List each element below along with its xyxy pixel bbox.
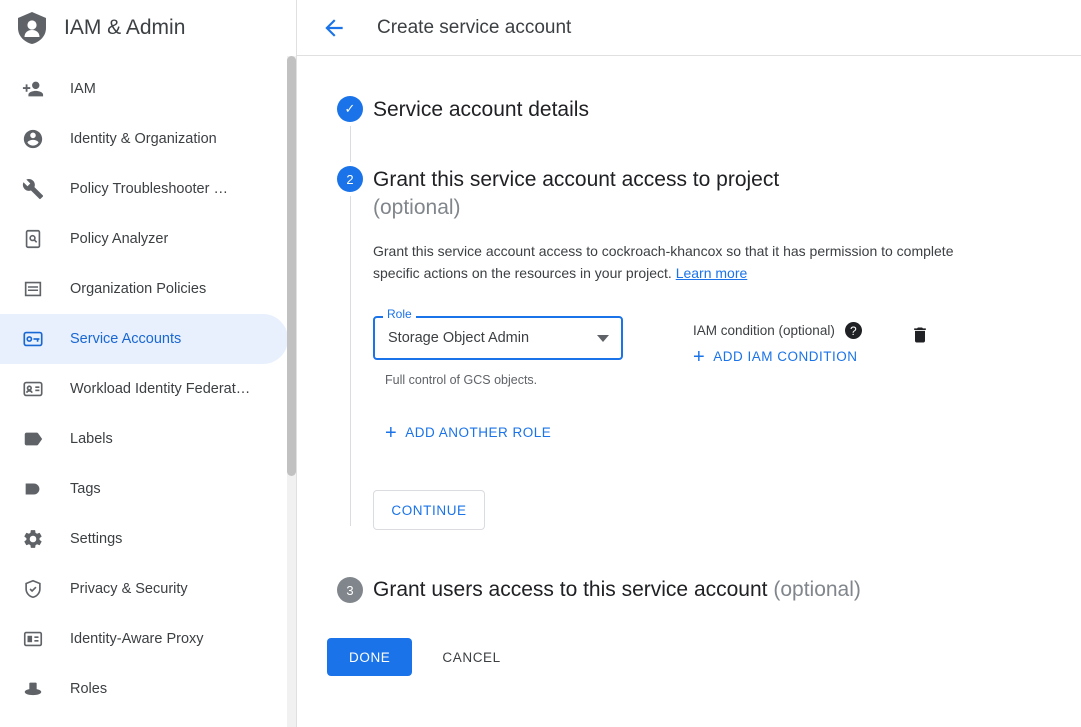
add-another-role-button[interactable] <box>373 421 1041 444</box>
sidebar-item-iam[interactable] <box>0 64 296 114</box>
card-id-icon <box>22 378 44 400</box>
step2-body <box>373 166 1081 530</box>
sidebar-item-policy-troubleshooter[interactable] <box>0 164 296 214</box>
iam-condition-title: IAM condition (optional) <box>693 323 835 338</box>
done-button[interactable]: DONE <box>327 638 412 676</box>
list-icon <box>22 278 44 300</box>
sidebar-item-workload-identity-federation[interactable] <box>0 364 296 414</box>
sidebar-item-label: Service Accounts <box>70 331 182 347</box>
sidebar-item-privacy-security[interactable] <box>0 564 296 614</box>
step3-heading[interactable] <box>373 576 1041 604</box>
wizard-footer <box>297 638 1081 676</box>
sidebar-nav <box>0 56 296 714</box>
person-add-icon <box>22 78 44 100</box>
role-selected-value: Storage Object Admin <box>388 330 530 346</box>
hat-icon <box>22 678 44 700</box>
sidebar-item-label: Privacy & Security <box>70 581 188 597</box>
step1-marker: ✓ <box>337 96 363 122</box>
trash-icon[interactable] <box>910 324 930 351</box>
learn-more-link[interactable]: Learn more <box>675 265 748 281</box>
sidebar-item-identity-organization[interactable] <box>0 114 296 164</box>
main-header <box>297 0 1081 56</box>
step2-description <box>373 240 973 284</box>
sidebar-item-label: Organization Policies <box>70 281 207 297</box>
plus-icon: + <box>385 421 398 444</box>
sidebar-item-identity-aware-proxy[interactable] <box>0 614 296 664</box>
step-grant-access-to-project <box>297 166 1081 530</box>
role-row <box>373 307 1041 387</box>
sidebar-item-label: Identity & Organization <box>70 131 217 147</box>
proxy-icon <box>22 628 44 650</box>
role-helper-text: Full control of GCS objects. <box>385 373 538 387</box>
step2-heading-text: Grant this service account access to project <box>373 168 780 191</box>
sidebar-item-settings[interactable] <box>0 514 296 564</box>
help-icon[interactable]: ? <box>845 322 862 339</box>
sidebar <box>0 0 297 727</box>
sidebar-item-label: IAM <box>70 81 96 97</box>
step-rail <box>297 96 373 166</box>
role-field-label: Role <box>383 307 416 321</box>
step2-heading-optional: (optional) <box>373 196 461 219</box>
step2-description-text: Grant this service account access to cockroach-khancox so that it has permission to complete specific actions on the resources in your project. <box>373 243 954 281</box>
iam-condition-title-row <box>693 322 862 339</box>
step-rail <box>297 577 373 603</box>
role-select-wrap <box>373 307 623 360</box>
product-title: IAM & Admin <box>64 16 186 39</box>
tag-icon <box>22 478 44 500</box>
sidebar-scrollbar[interactable] <box>287 56 296 727</box>
iam-condition-column <box>693 316 862 368</box>
sidebar-item-tags[interactable] <box>0 464 296 514</box>
rail-line <box>350 126 351 162</box>
step3-heading-optional: (optional) <box>773 578 861 601</box>
document-search-icon <box>22 228 44 250</box>
sidebar-item-label: Identity-Aware Proxy <box>70 631 204 647</box>
step3-body <box>373 576 1081 604</box>
step-grant-users-access <box>297 576 1081 604</box>
sidebar-item-label: Settings <box>70 531 123 547</box>
page-title: Create service account <box>377 16 572 38</box>
wizard-content <box>297 56 1081 676</box>
sidebar-item-roles[interactable] <box>0 664 296 714</box>
rail-line <box>350 196 351 526</box>
sidebar-item-label: Policy Analyzer <box>70 231 169 247</box>
step1-heading[interactable]: Service account details <box>373 98 589 121</box>
add-iam-condition-button[interactable] <box>693 345 862 368</box>
step1-body <box>373 96 1081 166</box>
add-another-role-label: ADD ANOTHER ROLE <box>405 425 552 440</box>
sidebar-item-organization-policies[interactable] <box>0 264 296 314</box>
main-panel <box>297 0 1081 727</box>
sidebar-item-label: Roles <box>70 681 108 697</box>
step2-marker: 2 <box>337 166 363 192</box>
wrench-icon <box>22 178 44 200</box>
sidebar-header <box>0 0 296 56</box>
step-rail <box>297 166 373 530</box>
shield-check-icon <box>22 578 44 600</box>
label-icon <box>22 428 44 450</box>
account-circle-icon <box>22 128 44 150</box>
badge-key-icon <box>22 328 44 350</box>
step-service-account-details <box>297 96 1081 166</box>
arrow-left-icon[interactable] <box>321 15 347 41</box>
sidebar-scrollbar-thumb[interactable] <box>287 56 296 476</box>
shield-person-icon <box>14 10 50 46</box>
sidebar-item-label: Policy Troubleshooter … <box>70 181 228 197</box>
sidebar-item-label: Workload Identity Federat… <box>70 381 251 397</box>
role-select[interactable] <box>373 316 623 360</box>
add-iam-condition-label: ADD IAM CONDITION <box>713 349 858 364</box>
gear-icon <box>22 528 44 550</box>
sidebar-item-label: Labels <box>70 431 113 447</box>
continue-button[interactable]: CONTINUE <box>373 490 485 530</box>
step3-marker: 3 <box>337 577 363 603</box>
chevron-down-icon <box>597 335 609 342</box>
sidebar-item-policy-analyzer[interactable] <box>0 214 296 264</box>
sidebar-item-service-accounts[interactable] <box>0 314 288 364</box>
sidebar-item-labels[interactable] <box>0 414 296 464</box>
sidebar-item-label: Tags <box>70 481 101 497</box>
cancel-button[interactable]: CANCEL <box>436 649 506 666</box>
step3-heading-text: Grant users access to this service account <box>373 578 768 601</box>
step2-heading <box>373 166 1041 222</box>
plus-icon: + <box>693 345 706 368</box>
